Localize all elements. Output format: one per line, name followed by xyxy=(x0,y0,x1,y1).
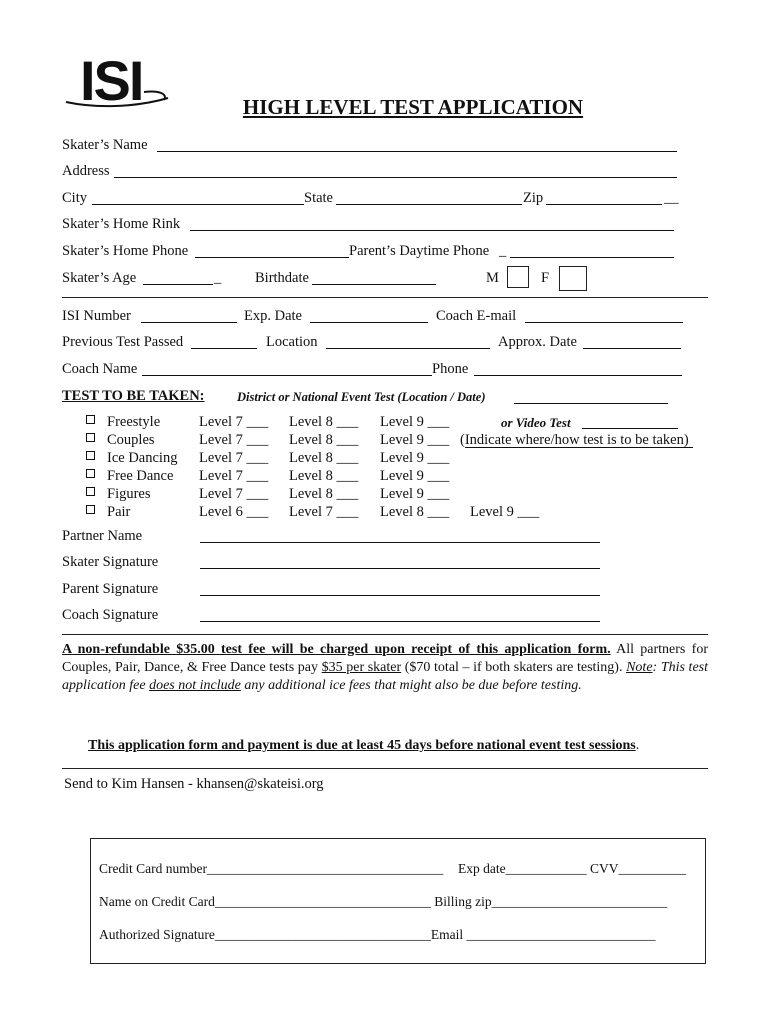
coach-name-label: Coach Name xyxy=(62,361,138,377)
level-cell[interactable]: Level 7 ___ xyxy=(199,468,269,484)
prev-test-field[interactable] xyxy=(191,348,257,349)
age-field[interactable] xyxy=(143,284,213,285)
parent-signature-field[interactable] xyxy=(200,595,600,596)
cc-billing-label: Billing zip xyxy=(434,894,492,909)
zip-field[interactable] xyxy=(546,204,662,205)
level-cell[interactable]: Level 8 ___ xyxy=(380,504,450,520)
divider-1 xyxy=(62,297,708,298)
isi-number-field[interactable] xyxy=(141,322,237,323)
age-label: Skater’s Age xyxy=(62,270,137,286)
age-suffix: _ xyxy=(214,270,222,286)
fee-text-2: ($70 total – if both skaters are testing). xyxy=(401,660,623,675)
level-cell[interactable]: Level 9 ___ xyxy=(380,432,450,448)
exp-date-field[interactable] xyxy=(310,322,428,323)
skater-signature-label: Skater Signature xyxy=(62,554,159,570)
level-cell[interactable]: Level 9 ___ xyxy=(380,468,450,484)
address-label: Address xyxy=(62,163,110,179)
discipline-couples[interactable]: Couples xyxy=(86,432,155,449)
cc-exp-field[interactable]: ____________ xyxy=(505,861,587,876)
fee-bold-text: A non-refundable $35.00 test fee will be charged upon receipt of this application form. xyxy=(62,642,611,657)
home-rink-label: Skater’s Home Rink xyxy=(62,216,181,232)
home-phone-label: Skater’s Home Phone xyxy=(62,243,189,259)
state-label: State xyxy=(304,190,333,206)
discipline-figures[interactable]: Figures xyxy=(86,486,151,503)
checkbox-icon xyxy=(86,415,95,424)
female-checkbox[interactable] xyxy=(559,266,587,291)
discipline-ice-dancing[interactable]: Ice Dancing xyxy=(86,450,177,467)
discipline-freestyle[interactable]: Freestyle xyxy=(86,414,160,431)
phone-label: Phone xyxy=(432,361,469,377)
svg-text:ISI: ISI xyxy=(80,49,143,110)
level-cell[interactable]: Level 8 ___ xyxy=(289,486,359,502)
fee-paragraph xyxy=(62,641,708,695)
per-skater-text: $35 per skater xyxy=(321,660,402,675)
cc-signature-label: Authorized Signature xyxy=(99,927,215,942)
cc-name-field[interactable]: ________________________________ xyxy=(214,894,431,909)
level-cell[interactable]: Level 8 ___ xyxy=(289,414,359,430)
level-cell[interactable]: Level 9 ___ xyxy=(380,486,450,502)
cc-billing-field[interactable]: __________________________ xyxy=(491,894,668,909)
phone-field[interactable] xyxy=(474,375,682,376)
parent-phone-field[interactable] xyxy=(510,257,674,258)
discipline-pair[interactable]: Pair xyxy=(86,504,130,521)
coach-email-label: Coach E-mail xyxy=(436,308,517,324)
note-label: Note xyxy=(626,660,653,675)
coach-email-field[interactable] xyxy=(525,322,683,323)
birthdate-label: Birthdate xyxy=(255,270,309,286)
test-section-heading: TEST TO BE TAKEN: xyxy=(62,388,205,404)
cc-name-row xyxy=(99,894,667,910)
district-field[interactable] xyxy=(514,403,668,404)
deadline-text: This application form and payment is due at least 45 days before national event test sessions xyxy=(88,738,636,753)
cc-exp-label: Exp date xyxy=(458,861,506,876)
cc-number-label: Credit Card number xyxy=(99,861,207,876)
checkbox-icon xyxy=(86,451,95,460)
level-cell[interactable]: Level 7 ___ xyxy=(199,432,269,448)
level-cell[interactable]: Level 9 ___ xyxy=(380,414,450,430)
video-test-label: or Video Test xyxy=(501,415,571,430)
city-label: City xyxy=(62,190,87,206)
city-field[interactable] xyxy=(92,204,304,205)
home-rink-field[interactable] xyxy=(190,230,674,231)
skater-name-label: Skater’s Name xyxy=(62,137,148,153)
skater-name-field[interactable] xyxy=(157,151,677,152)
address-field[interactable] xyxy=(114,177,677,178)
birthdate-field[interactable] xyxy=(312,284,436,285)
parent-phone-label: Parent’s Daytime Phone xyxy=(349,243,490,259)
male-checkbox[interactable] xyxy=(507,266,529,288)
checkbox-icon xyxy=(86,487,95,496)
video-test-field[interactable] xyxy=(582,428,678,429)
cc-email-field[interactable]: ____________________________ xyxy=(463,927,656,942)
male-label: M xyxy=(486,270,499,286)
level-cell[interactable]: Level 9 ___ xyxy=(470,504,540,520)
checkbox-icon xyxy=(86,433,95,442)
coach-signature-field[interactable] xyxy=(200,621,600,622)
approx-date-label: Approx. Date xyxy=(498,334,577,350)
parent-phone-prefix: _ xyxy=(499,243,507,259)
send-to-text: Send to Kim Hansen - khansen@skateisi.org xyxy=(64,776,324,792)
level-cell[interactable]: Level 8 ___ xyxy=(289,468,359,484)
deadline-notice xyxy=(88,738,639,754)
level-cell[interactable]: Level 9 ___ xyxy=(380,450,450,466)
zip-label: Zip xyxy=(523,190,544,206)
cc-name-label: Name on Credit Card xyxy=(99,894,215,909)
level-cell[interactable]: Level 8 ___ xyxy=(289,450,359,466)
skater-signature-field[interactable] xyxy=(200,568,600,569)
video-note: (Indicate where/how test is to be taken) xyxy=(460,432,689,448)
level-cell[interactable]: Level 6 ___ xyxy=(199,504,269,520)
divider-2 xyxy=(62,634,708,635)
location-field[interactable] xyxy=(326,348,490,349)
video-note-underline xyxy=(465,447,693,448)
cc-cvv-field[interactable]: __________ xyxy=(618,861,686,876)
approx-date-field[interactable] xyxy=(583,348,681,349)
level-cell[interactable]: Level 8 ___ xyxy=(289,432,359,448)
cc-signature-row xyxy=(99,927,655,943)
partner-name-label: Partner Name xyxy=(62,528,143,544)
fee-text: All partners for Couples, Pair, Dance, & Free Dance tests pay xyxy=(62,642,708,675)
partner-name-field[interactable] xyxy=(200,542,600,543)
discipline-free-dance[interactable]: Free Dance xyxy=(86,468,173,485)
coach-signature-label: Coach Signature xyxy=(62,607,159,623)
deadline-end: . xyxy=(635,738,640,753)
district-label: District or National Event Test (Location / Date) xyxy=(237,390,486,404)
home-phone-field[interactable] xyxy=(195,257,349,258)
state-field[interactable] xyxy=(336,204,522,205)
female-label: F xyxy=(541,270,550,286)
isi-number-label: ISI Number xyxy=(62,308,131,324)
checkbox-icon xyxy=(86,469,95,478)
coach-name-field[interactable] xyxy=(142,375,432,376)
divider-3 xyxy=(62,768,708,769)
cc-cvv-label: CVV xyxy=(589,861,619,876)
cc-number-field[interactable]: ___________________________________ xyxy=(206,861,444,876)
prev-test-label: Previous Test Passed xyxy=(62,334,184,350)
cc-number-row xyxy=(99,861,443,877)
cc-email-label: Email xyxy=(430,927,464,942)
exp-date-label: Exp. Date xyxy=(244,308,302,324)
location-label: Location xyxy=(266,334,318,350)
zip-tail: __ xyxy=(664,190,679,206)
note-emphasis: does not include xyxy=(149,678,241,693)
parent-signature-label: Parent Signature xyxy=(62,581,159,597)
level-cell[interactable]: Level 7 ___ xyxy=(199,486,269,502)
level-cell[interactable]: Level 7 ___ xyxy=(199,414,269,430)
level-cell[interactable]: Level 7 ___ xyxy=(199,450,269,466)
level-cell[interactable]: Level 7 ___ xyxy=(289,504,359,520)
cc-exp-row xyxy=(458,861,686,877)
page-title: HIGH LEVEL TEST APPLICATION xyxy=(242,95,584,119)
note-text-2: any additional ice fees that might also be due before testing. xyxy=(240,678,582,693)
checkbox-icon xyxy=(86,505,95,514)
note-text: : This test application fee xyxy=(62,660,708,693)
cc-signature-field[interactable]: ________________________________ xyxy=(214,927,431,942)
